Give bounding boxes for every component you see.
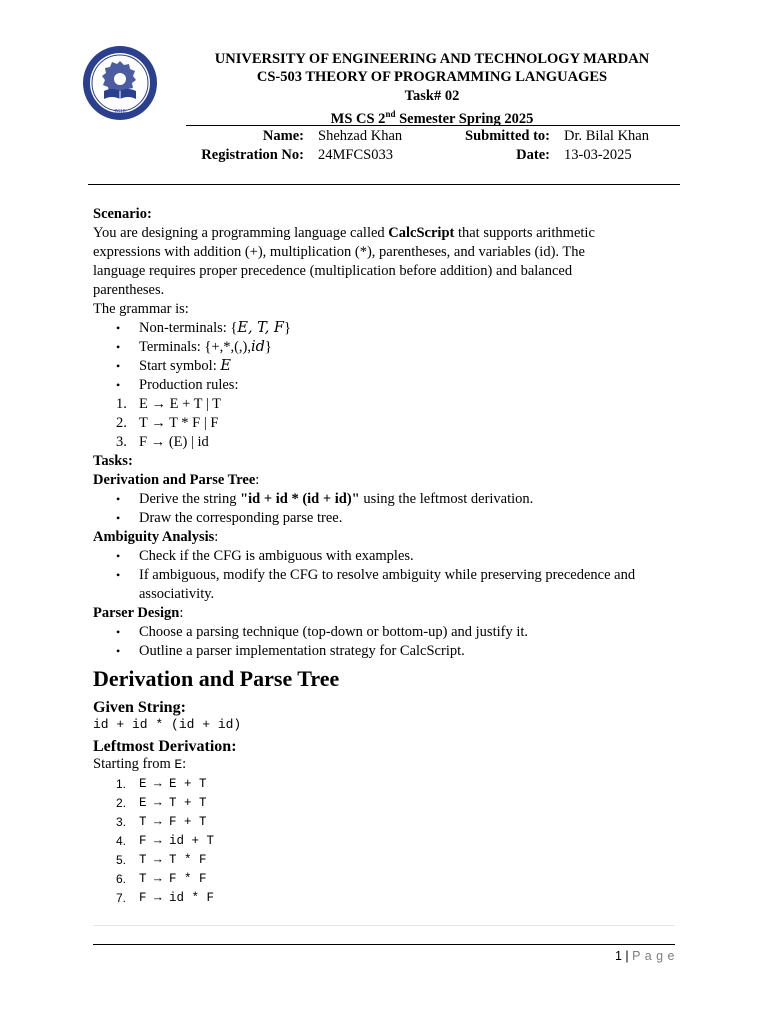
terminals-item: Terminals: {+,*,(,),id}	[139, 339, 272, 355]
rule-text: E → E + T | T	[139, 396, 221, 412]
page-word: P a g e	[632, 949, 675, 963]
submitted-label: Submitted to:	[465, 128, 550, 144]
derivation-task-item: Derive the string "id + id * (id + id)" using the leftmost derivation.	[139, 491, 534, 507]
bullet-icon: •	[116, 340, 121, 354]
registration-value: 24MFCS033	[318, 147, 393, 163]
ambiguity-fix-item: If ambiguous, modify the CFG to resolve ambiguity while preserving precedence and	[139, 567, 636, 583]
logo-year: 2018	[114, 109, 126, 115]
date-label: Date:	[516, 147, 550, 163]
leftmost-derivation-heading: Leftmost Derivation:	[93, 738, 237, 755]
header-rule-top	[186, 125, 680, 126]
page-number: 1	[614, 949, 622, 963]
step-number: 7.	[116, 891, 127, 905]
derivation-step: E → T + T	[139, 796, 207, 810]
page-footer	[615, 948, 675, 964]
task-number: Task# 02	[404, 88, 460, 104]
grammar-intro: The grammar is:	[93, 301, 189, 317]
derivation-step: F → id + T	[139, 834, 215, 848]
production-rules-item: Production rules:	[139, 377, 239, 393]
rule-text: T → T * F | F	[139, 415, 219, 431]
ambiguity-task-heading: Ambiguity Analysis:	[93, 529, 219, 545]
rule-number: 3.	[116, 434, 127, 450]
bullet-icon: •	[116, 359, 121, 373]
name-label: Name:	[262, 128, 304, 144]
university-logo	[82, 45, 158, 121]
step-number: 4.	[116, 834, 127, 848]
ambiguity-task-item: Check if the CFG is ambiguous with examples.	[139, 548, 414, 564]
starting-from-line: Starting from E:	[93, 756, 187, 772]
scenario-heading: Scenario:	[93, 206, 152, 222]
footer-rule	[93, 944, 675, 945]
given-string-value: id + id * (id + id)	[93, 717, 242, 732]
bullet-icon: •	[116, 568, 121, 582]
university-name: UNIVERSITY OF ENGINEERING AND TECHNOLOGY MARDAN	[214, 51, 650, 67]
derivation-step: E → E + T	[139, 777, 207, 791]
given-string-heading: Given String:	[93, 699, 186, 716]
bullet-icon: •	[116, 644, 121, 658]
scenario-line-4: parentheses.	[93, 282, 165, 298]
step-number: 5.	[116, 853, 127, 867]
scenario-line-3: language requires proper precedence (multiplication before addition) and balanced	[93, 263, 573, 279]
step-number: 1.	[116, 777, 127, 791]
rule-number: 2.	[116, 415, 127, 431]
rule-text: F → (E) | id	[139, 434, 209, 450]
content-divider	[93, 925, 675, 926]
bullet-icon: •	[116, 321, 121, 335]
tasks-heading: Tasks:	[93, 453, 133, 469]
derivation-step: T → T * F	[139, 853, 207, 867]
ambiguity-fix-item-cont: associativity.	[139, 586, 215, 602]
nonterminals-item: Non-terminals: {E, T, F}	[139, 320, 291, 336]
registration-label: Registration No:	[201, 147, 304, 163]
course-title: CS-503 THEORY OF PROGRAMMING LANGUAGES	[256, 69, 608, 85]
parse-tree-task-item: Draw the corresponding parse tree.	[139, 510, 343, 526]
step-number: 3.	[116, 815, 127, 829]
bullet-icon: •	[116, 625, 121, 639]
start-symbol-item: Start symbol: E	[139, 358, 231, 374]
derivation-task-heading: Derivation and Parse Tree:	[93, 472, 260, 488]
step-number: 6.	[116, 872, 127, 886]
scenario-line-2: expressions with addition (+), multiplication (*), parentheses, and variables (id). The	[93, 244, 585, 260]
submitted-value: Dr. Bilal Khan	[564, 128, 649, 144]
section-title: Derivation and Parse Tree	[93, 666, 340, 691]
derivation-step: T → F + T	[139, 815, 207, 829]
bullet-icon: •	[116, 378, 121, 392]
derivation-step: F → id * F	[139, 891, 215, 905]
derivation-step: T → F * F	[139, 872, 207, 886]
header-rule-bottom	[88, 184, 680, 185]
page-separator: |	[625, 949, 629, 963]
bullet-icon: •	[116, 492, 121, 506]
semester-line: MS CS 2nd Semester Spring 2025	[330, 109, 534, 127]
rule-number: 1.	[116, 396, 127, 412]
bullet-icon: •	[116, 549, 121, 563]
step-number: 2.	[116, 796, 127, 810]
scenario-line-1: You are designing a programming language called CalcScript that supports arithmetic	[93, 225, 595, 241]
date-value: 13-03-2025	[564, 147, 632, 163]
name-value: Shehzad Khan	[318, 128, 403, 144]
parser-technique-item: Choose a parsing technique (top-down or bottom-up) and justify it.	[139, 624, 529, 640]
parser-strategy-item: Outline a parser implementation strategy for CalcScript.	[139, 643, 465, 659]
parser-task-heading: Parser Design:	[93, 605, 184, 621]
bullet-icon: •	[116, 511, 121, 525]
